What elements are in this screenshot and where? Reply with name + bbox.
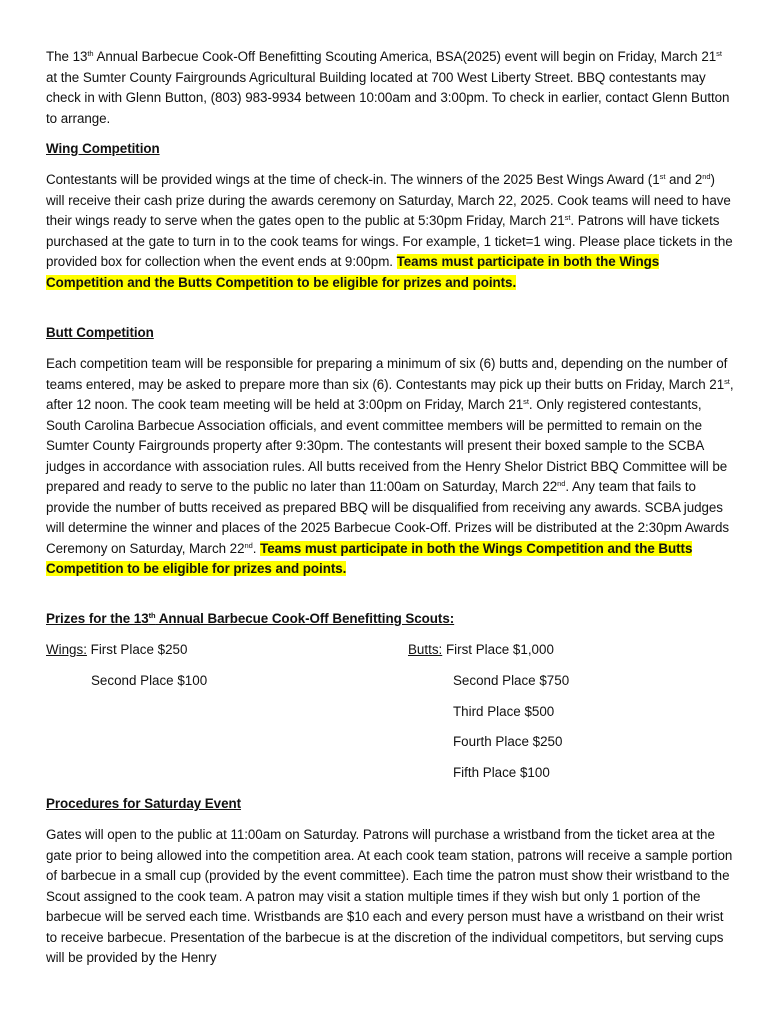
wings-sup-2: nd — [702, 172, 711, 181]
butts-sup-2: st — [523, 397, 529, 406]
butt-competition-heading: Butt Competition — [46, 325, 154, 340]
wings-sup-3: st — [564, 213, 571, 222]
intro-text-2: Annual Barbecue Cook-Off Benefitting Scouting America, BSA(2025) event will begin on Friday, March 21 — [93, 49, 717, 64]
butts-second-place: Second Place $750 — [453, 673, 570, 688]
wings-first-place — [46, 640, 187, 660]
wing-competition-paragraph — [46, 170, 736, 293]
wings-eligibility-highlight: Teams must participate in both the Wings Competition and the Butts Competition to be eligible for prizes and points. — [46, 254, 660, 290]
saturday-procedures-heading: Procedures for Saturday Event — [46, 796, 242, 811]
intro-paragraph — [46, 47, 736, 129]
butts-sup-4: nd — [244, 540, 253, 550]
butts-first-place — [408, 640, 554, 660]
butts-prize-label: Butts: — [408, 642, 443, 657]
butts-sup-3: nd — [557, 479, 566, 488]
butts-third-place: Third Place $500 — [453, 704, 555, 719]
wings-text-2: and 2 — [665, 172, 703, 187]
butts-text-4: . Any team that fails to provide the number of butts received as prepared BBQ will be disqualified from receiving any awards. SCBA judges will determine the winner and places of the 2025 Barbecue Cook-Off. Prizes will be distributed at the 2:30pm Awards Ceremony on Saturday, March 22 — [46, 479, 730, 556]
butts-fourth-place: Fourth Place $250 — [453, 734, 563, 749]
prizes-heading-text-2: Annual Barbecue Cook-Off Benefitting Scouts: — [155, 611, 455, 626]
butts-sup-1: st — [724, 376, 730, 386]
butts-text-5: . — [252, 540, 261, 556]
butts-text-1: Each competition team will be responsible for preparing a minimum of six (6) butts and, depending on the number of teams entered, may be asked to prepare more than six (6). Contestants may pick up their butts on Friday, March 21 — [46, 356, 728, 392]
prizes-heading-sup: th — [148, 611, 156, 620]
wings-sup-1: st — [659, 172, 666, 181]
wings-text-3: ) will receive their cash prize during the awards ceremony on Saturday, March 22, 2025. Cook teams will need to have their wings ready to serve when the gates open to the public at 5:30pm Friday, March 21 — [46, 172, 731, 228]
butts-fifth-place: Fifth Place $100 — [453, 765, 550, 780]
wings-text-4: . Patrons will have tickets purchased at the gate to turn in to the cook teams for wings. For example, 1 ticket=1 wing. Please place tickets in the provided box for collection when the event ends at 9:00pm. — [46, 213, 733, 269]
butts-eligibility-highlight: Teams must participate in both the Wings Competition and the Butts Competition to be eligible for prizes and points. — [46, 540, 693, 576]
saturday-procedures-paragraph: Gates will open to the public at 11:00am on Saturday. Patrons will purchase a wristband from the ticket area at the gate prior to being allowed into the competition area. At each cook team station, patrons will receive a sample portion of barbecue in a small cup (provided by the event committee). Each time the patron must show their wristband to the Scout assigned to the cook team. A patron may visit a station multiple times if they wish but only 1 portion of the barbecue will be served each time. Wristbands are $10 each and every person must have a wristband on their wrist to receive barbecue. Presentation of the barbecue is at the discretion of the individual competitors, but serving cups will be provided by the Henry — [46, 827, 733, 965]
wings-prize-label: Wings: — [46, 642, 87, 657]
intro-sup-2: st — [716, 49, 722, 58]
butts-first-place-text: First Place $1,000 — [442, 642, 554, 657]
intro-text-1: The 13 — [46, 49, 88, 64]
prizes-heading — [46, 609, 736, 630]
butts-text-3: . Only registered contestants, South Carolina Barbecue Association officials, and event committee members will be permitted to remain on the Sumter County Fairgrounds property after 9:30pm. The contestants will present their boxed sample to the SCBA judges in accordance with association rules. All butts received from the Henry Shelor District BBQ Committee will be prepared and ready to serve to the public no later than 11:00am on Saturday, March 22 — [46, 397, 728, 494]
butt-competition-paragraph — [46, 354, 736, 580]
prizes-heading-text-1: Prizes for the 13 — [46, 611, 149, 626]
wings-second-place: Second Place $100 — [91, 673, 208, 688]
butts-text-2: , after 12 noon. The cook team meeting will be held at 3:00pm on Friday, March 21 — [46, 376, 734, 412]
wing-competition-heading: Wing Competition — [46, 141, 160, 156]
intro-sup-1: th — [87, 49, 94, 58]
wings-first-place-text: First Place $250 — [86, 642, 188, 657]
intro-text-3: at the Sumter County Fairgrounds Agricultural Building located at 700 West Liberty Street. BBQ contestants may check in with Glenn Button, (803) 983-9934 between 10:00am and 3:00pm. To check in earlier, contact Glenn Button to arrange. — [46, 69, 730, 126]
wings-text-1: Contestants will be provided wings at the time of check-in. The winners of the 2025 Best Wings Award (1 — [46, 172, 660, 187]
